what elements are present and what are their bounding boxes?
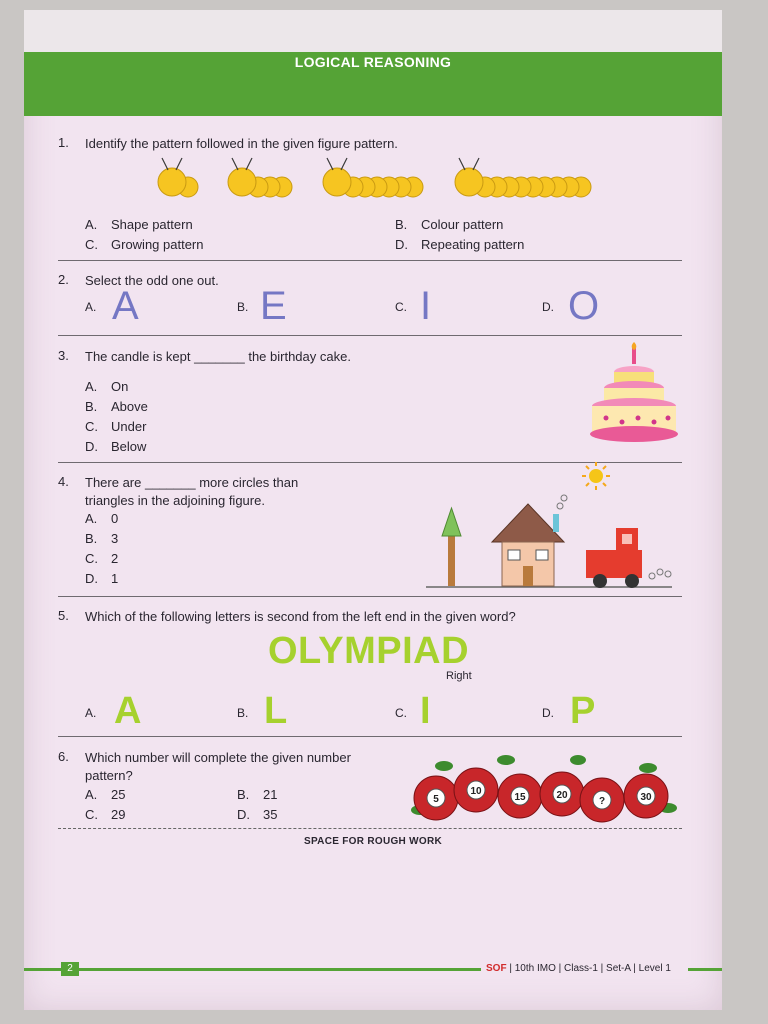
question-5-text: Which of the following letters is second from the left end in the given word? <box>85 609 516 624</box>
divider <box>58 335 682 336</box>
question-6-number: 6. <box>58 749 69 764</box>
pattern-number-2: 10 <box>470 786 482 797</box>
caterpillar-pattern-figure <box>154 152 634 212</box>
q2-option-c[interactable]: I <box>420 284 432 328</box>
q6-option-d[interactable]: D. 35 <box>237 807 278 822</box>
divider <box>58 596 682 597</box>
q2-option-a-label: A. <box>85 300 97 314</box>
olympiad-word: OLYMPIAD <box>268 630 470 672</box>
q1-option-c[interactable]: C. Growing pattern <box>85 237 204 252</box>
q3-option-b[interactable]: B. Above <box>85 399 148 414</box>
q3-option-c[interactable]: C. Under <box>85 419 147 434</box>
q1-option-b[interactable]: B. Colour pattern <box>395 217 504 232</box>
q5-option-b-label: B. <box>237 706 249 720</box>
footer-line-left <box>24 968 64 971</box>
page-number: 2 <box>61 962 79 976</box>
q4-option-c[interactable]: C. 2 <box>85 551 119 566</box>
pattern-number-5: ? <box>598 796 606 807</box>
footer-line-middle <box>79 968 481 971</box>
pattern-number-3: 15 <box>514 792 526 803</box>
divider <box>58 260 682 261</box>
q6-option-c[interactable]: C. 29 <box>85 807 126 822</box>
divider <box>58 736 682 737</box>
q2-option-b-label: B. <box>237 300 249 314</box>
q3-option-d[interactable]: D. Below <box>85 439 147 454</box>
question-1-text: Identify the pattern followed in the given figure pattern. <box>85 136 398 151</box>
divider <box>58 462 682 463</box>
q1-option-a[interactable]: A. Shape pattern <box>85 217 193 232</box>
q5-option-c[interactable]: I <box>420 690 431 732</box>
q5-option-c-label: C. <box>395 706 407 720</box>
question-4-text-line-2: triangles in the adjoining figure. <box>85 493 265 508</box>
footer-line-right <box>688 968 722 971</box>
q5-option-d-label: D. <box>542 706 554 720</box>
rough-work-label: SPACE FOR ROUGH WORK <box>303 836 443 847</box>
question-1-number: 1. <box>58 135 69 150</box>
question-2-number: 2. <box>58 272 69 287</box>
question-2-text: Select the odd one out. <box>85 273 219 288</box>
section-title: LOGICAL REASONING <box>294 54 452 70</box>
pattern-number-1: 5 <box>433 794 439 805</box>
sof-logo-text: SOF <box>486 963 507 974</box>
q6-option-a[interactable]: A. 25 <box>85 787 126 802</box>
rough-work-divider <box>58 828 682 829</box>
q2-option-c-label: C. <box>395 300 407 314</box>
pattern-number-4: 20 <box>556 790 568 801</box>
q4-option-d[interactable]: D. 1 <box>85 571 119 586</box>
birthday-cake-image <box>586 342 686 452</box>
question-6-text-line-1: Which number will complete the given number <box>85 750 351 765</box>
question-5-number: 5. <box>58 608 69 623</box>
q5-option-a-label: A. <box>85 706 97 720</box>
q4-option-b[interactable]: B. 3 <box>85 531 119 546</box>
worksheet-page <box>24 10 722 1010</box>
q5-option-b[interactable]: L <box>264 690 288 732</box>
question-4-text-line-1: There are _______ more circles than <box>85 475 299 490</box>
q2-option-a[interactable]: A <box>112 284 139 328</box>
question-3-text: The candle is kept _______ the birthday cake. <box>85 349 351 364</box>
q3-option-a[interactable]: A. On <box>85 379 129 394</box>
pattern-number-6: 30 <box>640 792 652 803</box>
question-6-text-line-2: pattern? <box>85 768 133 783</box>
direction-label: Right <box>446 670 472 682</box>
question-4-number: 4. <box>58 474 69 489</box>
house-scene-figure <box>420 466 680 596</box>
q2-option-d-label: D. <box>542 300 554 314</box>
q5-option-a[interactable]: A <box>114 690 142 732</box>
q5-option-d[interactable]: P <box>570 690 596 732</box>
q2-option-d[interactable]: O <box>568 284 600 328</box>
q6-option-b[interactable]: B. 21 <box>237 787 278 802</box>
q4-option-a[interactable]: A. 0 <box>85 511 119 526</box>
q1-option-d[interactable]: D. Repeating pattern <box>395 237 525 252</box>
rose-number-pattern <box>408 748 688 828</box>
top-strip <box>24 10 722 53</box>
footer-text: SOF | 10th IMO | Class-1 | Set-A | Level 1 <box>486 963 671 974</box>
question-3-number: 3. <box>58 348 69 363</box>
q2-option-b[interactable]: E <box>260 284 287 328</box>
